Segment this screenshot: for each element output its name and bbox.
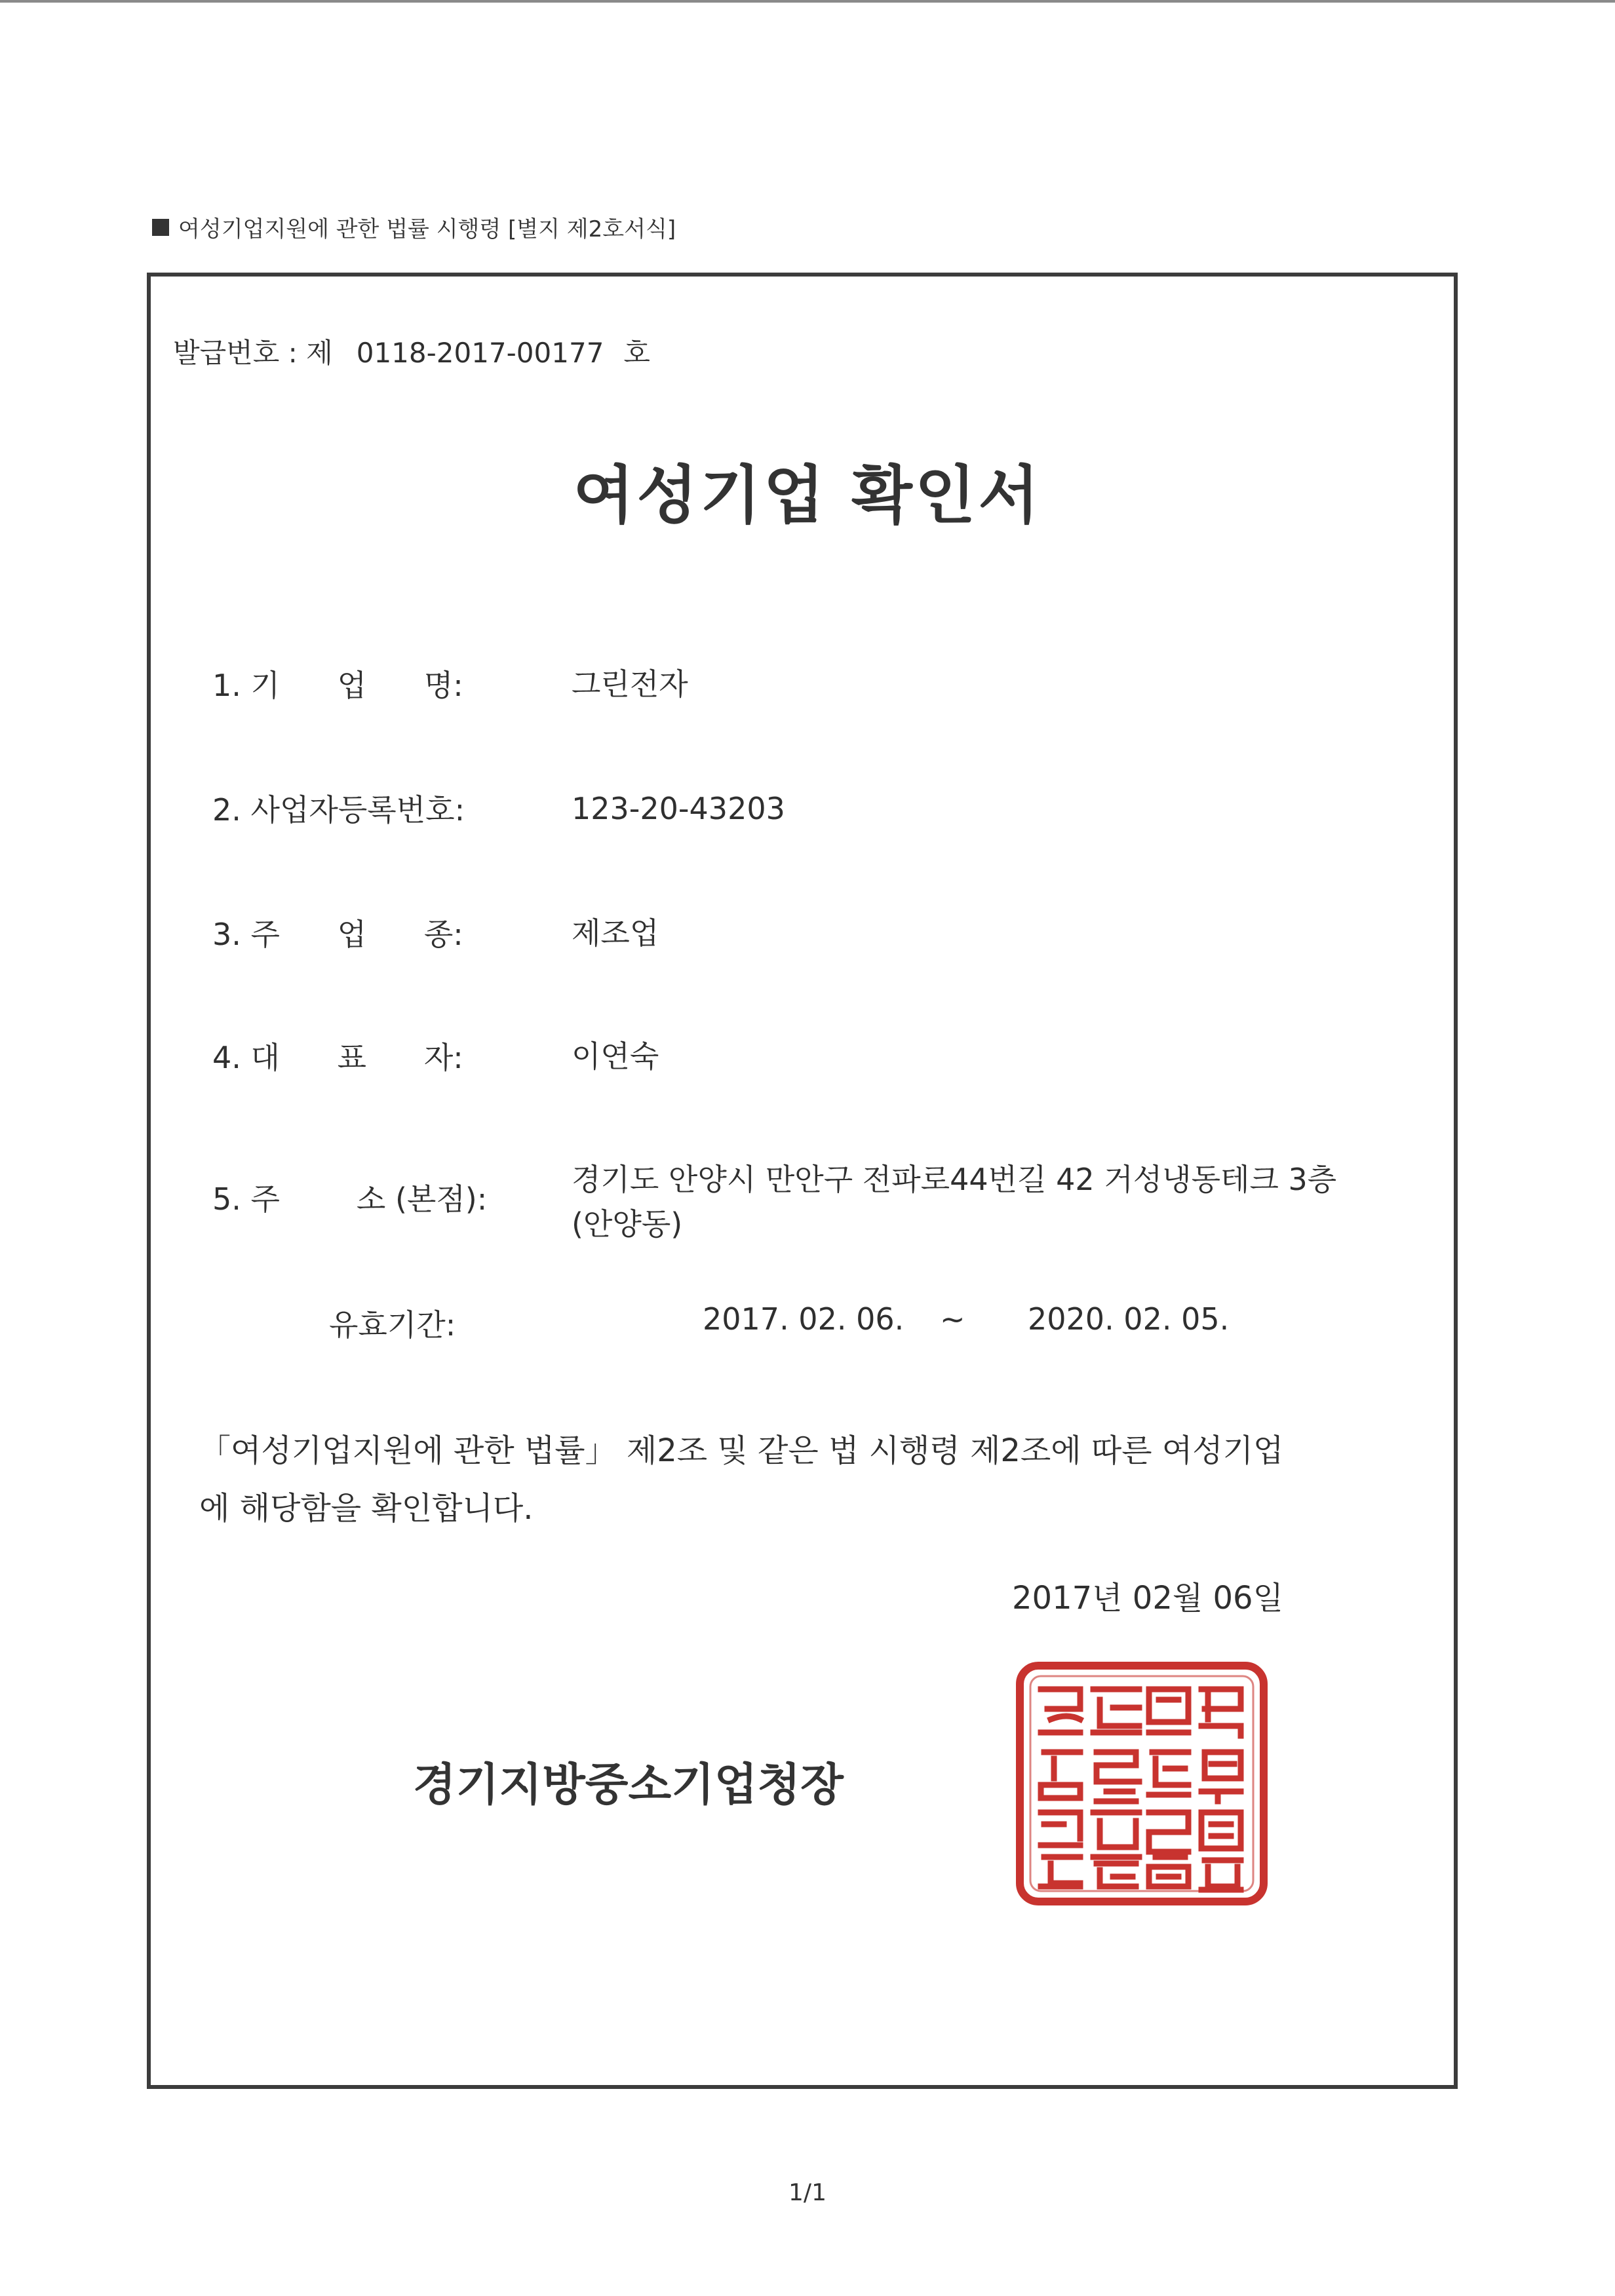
field-label: 4. 대 표 자: [212,1040,463,1075]
square-bullet-icon [152,219,169,236]
document-title: 여성기업 확인서 [573,459,1042,532]
issue-number-suffix: 호 [623,337,650,369]
field-value: 그린전자 [572,666,688,702]
field-label: 1. 기 업 명: [212,668,463,703]
validity-from: 2017. 02. 06. [703,1301,905,1337]
validity-label: 유효기간: [329,1307,456,1343]
issuer-name: 경기지방중소기업청장 [413,1759,844,1811]
scan-edge [0,0,1615,3]
form-header-text: 여성기업지원에 관한 법률 시행령 [별지 제2호서식] [178,216,676,242]
field-value: 123-20-43203 [572,791,785,826]
field-value: 제조업 [572,915,659,951]
field-address [212,1157,1337,1242]
confirmation-statement: 「여성기업지원에 관한 법률」 제2조 및 같은 법 시행령 제2조에 따른 여성기업에 해당함을 확인합니다. [199,1432,1284,1527]
issue-number-prefix: 발급번호 : 제 [173,337,333,369]
field-label: 5. 주 소 (본점): [212,1181,488,1217]
field-label: 3. 주 업 종: [212,917,463,952]
validity-separator: ~ [940,1301,965,1337]
official-seal [1015,1660,1269,1907]
field-business-number [212,786,785,830]
field-value: 이연숙 [572,1039,659,1074]
issue-number [173,332,650,371]
issue-number-value: 0118-2017-00177 [356,337,604,369]
field-company-name [212,662,688,705]
field-label: 2. 사업자등록번호: [212,792,465,828]
issue-date: 2017년 02월 06일 [1012,1580,1283,1617]
form-header [152,211,676,243]
field-value: 경기도 안양시 만안구 전파로44번길 42 거성냉동테크 3층 (안양동) [572,1162,1337,1242]
page-number: 1/1 [788,2179,827,2206]
field-industry [212,911,659,954]
validity-to: 2020. 02. 05. [1028,1301,1230,1337]
field-representative [212,1034,659,1077]
